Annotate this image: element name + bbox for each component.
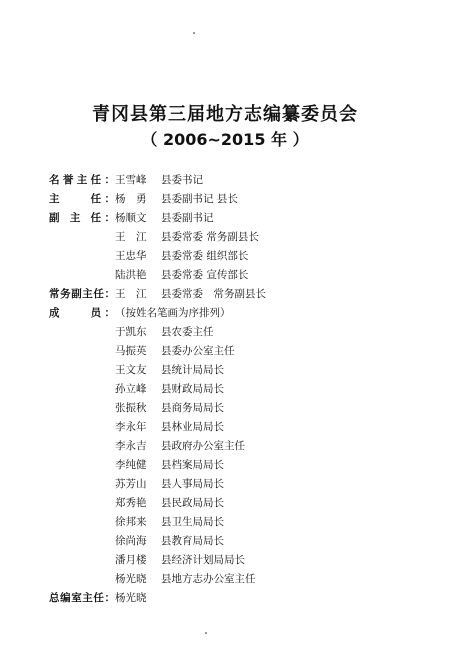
member-post: 县卫生局局长 [161,516,224,528]
roster-row [49,570,439,589]
role-label: 总编室主任： [49,592,115,604]
committee-roster [49,171,439,608]
member-post: 县财政局局长 [161,383,224,395]
member-post: 县地方志办公室主任 [161,573,256,585]
member-name: 王忠华 [115,250,147,262]
member-name: 杨顺文 [115,212,147,224]
roster-row [49,380,439,399]
member-post: 县委常委 宣传部长 [161,269,249,281]
member-post: 县委副书记 [161,212,214,224]
roster-row [49,171,439,190]
role-label: 主 任： [49,193,115,205]
member-post: 县统计局局长 [161,364,224,376]
member-name: 于凯东 [115,326,147,338]
member-name: 徐尚海 [115,535,147,547]
member-post: 县委副书记 县长 [161,193,238,205]
roster-row [49,190,439,209]
member-name: 李永年 [115,421,147,433]
member-post: 县教育局局长 [161,535,224,547]
member-post: 县委常委 常务副县长 [161,231,259,243]
roster-row [49,228,439,247]
member-post: 县经济计划局局长 [161,554,245,566]
roster-row [49,437,439,456]
member-post: 县委书记 [161,174,203,186]
roster-row [49,209,439,228]
member-name: 马振英 [115,345,147,357]
roster-row [49,247,439,266]
member-name: 杨光晓 [115,592,147,604]
scan-speck [205,632,207,634]
roster-row [49,475,439,494]
roster-row [49,342,439,361]
roster-row [49,266,439,285]
member-name: 王文友 [115,364,147,376]
roster-row [49,551,439,570]
member-name: 陆洪艳 [115,269,147,281]
member-name: 王 江 [115,231,147,243]
member-post: 县委办公室主任 [161,345,235,357]
roster-row [49,418,439,437]
role-label: 名誉主任： [49,174,115,186]
member-post: 县委常委 组织部长 [161,250,249,262]
member-post: 县委常委 常务副县长 [161,288,266,300]
role-label: 成 员： [49,307,115,319]
member-post: 县商务局局长 [161,402,224,414]
roster-row [49,589,439,608]
member-name: 李纯健 [115,459,147,471]
member-name: 徐邦来 [115,516,147,528]
roster-row [49,361,439,380]
roster-row [49,532,439,551]
member-post: 县林业局局长 [161,421,224,433]
role-label: 常务副主任： [49,288,115,300]
member-name: 杨光晓 [115,573,147,585]
member-post: 县人事局局长 [161,478,224,490]
member-post: 县农委主任 [161,326,214,338]
scan-speck [193,32,195,34]
member-name: 孙立峰 [115,383,147,395]
roster-row [49,456,439,475]
member-post: 县政府办公室主任 [161,440,245,452]
roster-row [49,304,439,323]
member-name: （按姓名笔画为序排列） [115,307,231,319]
roster-row [49,513,439,532]
member-name: 张振秋 [115,402,147,414]
document-title: 青冈县第三届地方志编纂委员会 [92,104,358,125]
role-label: 副 主 任： [49,212,115,224]
roster-row [49,323,439,342]
roster-row [49,399,439,418]
member-name: 李永吉 [115,440,147,452]
member-name: 杨 勇 [115,193,147,205]
member-name: 王 江 [115,288,147,300]
member-name: 郑秀艳 [115,497,147,509]
roster-row [49,494,439,513]
member-post: 县民政局局长 [161,497,224,509]
document-subtitle: （ 2006~2015 年 ） [141,130,309,149]
member-name: 潘月楼 [115,554,147,566]
roster-row [49,285,439,304]
member-post: 县档案局局长 [161,459,224,471]
member-name: 王雪峰 [115,174,147,186]
member-name: 苏芳山 [115,478,147,490]
